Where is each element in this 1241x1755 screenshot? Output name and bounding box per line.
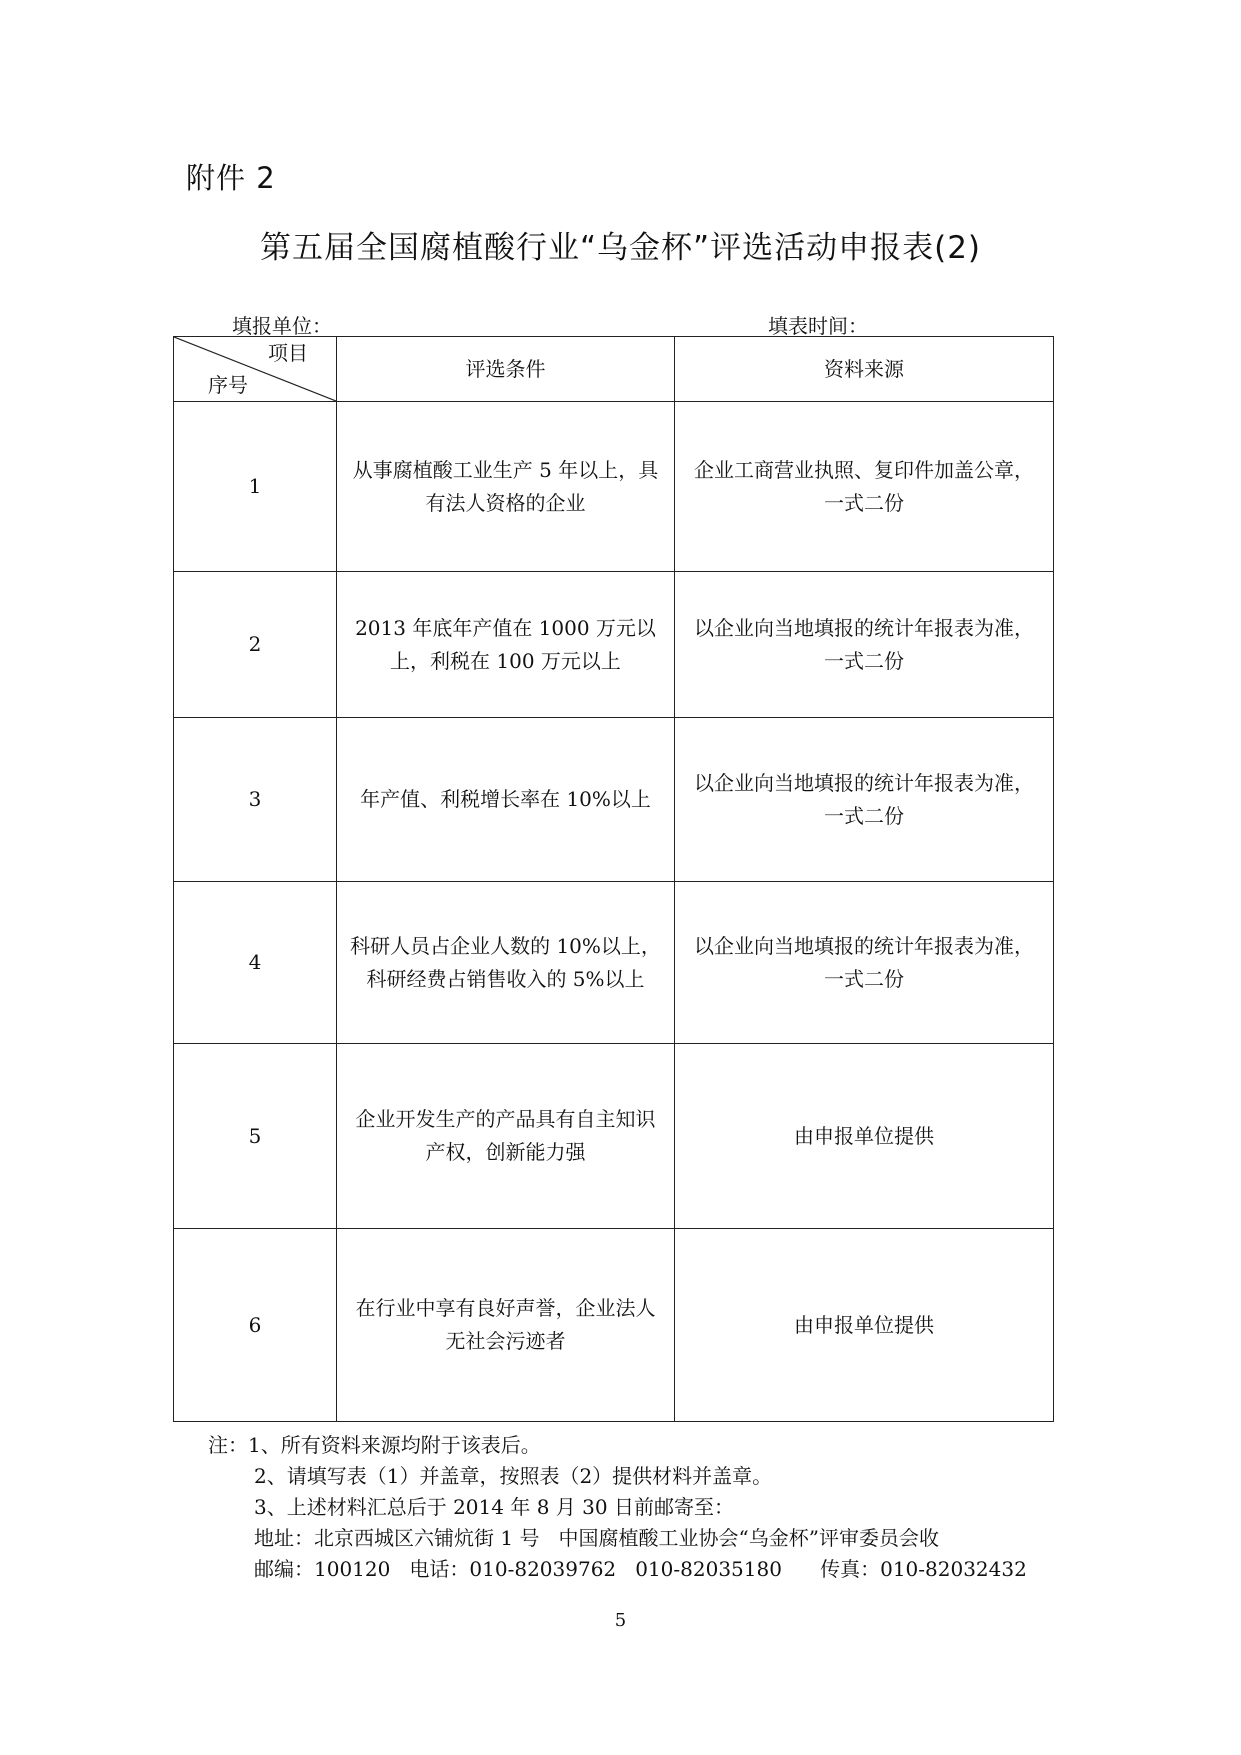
criteria-cell: 科研人员占企业人数的 10%以上，科研经费占销售收入的 5%以上 [337, 882, 675, 1044]
row-number: 1 [174, 402, 337, 572]
table-header-row [174, 337, 1054, 402]
source-cell: 企业工商营业执照、复印件加盖公章，一式二份 [675, 402, 1054, 572]
diagonal-line [174, 337, 336, 401]
row-number: 4 [174, 882, 337, 1044]
note-2: 2、请填写表（1）并盖章，按照表（2）提供材料并盖章。 [254, 1464, 773, 1488]
table-row [174, 1229, 1054, 1422]
row-number: 2 [174, 572, 337, 718]
criteria-cell: 从事腐植酸工业生产 5 年以上，具有法人资格的企业 [337, 402, 675, 572]
table-row [174, 402, 1054, 572]
criteria-cell: 年产值、利税增长率在 10%以上 [337, 718, 675, 882]
source-cell: 以企业向当地填报的统计年报表为准，一式二份 [675, 882, 1054, 1044]
row-number: 3 [174, 718, 337, 882]
row-number: 5 [174, 1044, 337, 1229]
notes-section [208, 1430, 1027, 1585]
note-1: 注：1、所有资料来源均附于该表后。 [208, 1433, 541, 1457]
table-row [174, 882, 1054, 1044]
source-cell: 由申报单位提供 [675, 1229, 1054, 1422]
application-table [173, 336, 1054, 1422]
criteria-column-header: 评选条件 [337, 337, 675, 402]
mailing-address: 地址：北京西城区六铺炕街 1 号 中国腐植酸工业协会“乌金杯”评审委员会收 [254, 1526, 939, 1550]
table-row [174, 1044, 1054, 1229]
fill-unit-label: 填报单位： [232, 314, 332, 338]
row-number: 6 [174, 1229, 337, 1422]
source-cell: 由申报单位提供 [675, 1044, 1054, 1229]
source-cell: 以企业向当地填报的统计年报表为准，一式二份 [675, 572, 1054, 718]
criteria-cell: 2013 年底年产值在 1000 万元以上，利税在 100 万元以上 [337, 572, 675, 718]
note-3: 3、上述材料汇总后于 2014 年 8 月 30 日前邮寄至： [254, 1495, 734, 1519]
source-cell: 以企业向当地填报的统计年报表为准，一式二份 [675, 718, 1054, 882]
contact-info: 邮编：100120 电话：010-82039762 010-82035180 传真：010-82032432 [254, 1557, 1027, 1581]
corner-column-label: 项目 [268, 341, 308, 365]
fill-time-label: 填表时间： [768, 314, 868, 338]
source-column-header: 资料来源 [675, 337, 1054, 402]
criteria-cell: 企业开发生产的产品具有自主知识产权，创新能力强 [337, 1044, 675, 1229]
criteria-cell: 在行业中享有良好声誉，企业法人无社会污迹者 [337, 1229, 675, 1422]
form-title: 第五届全国腐植酸行业“乌金杯”评选活动申报表(2) [259, 230, 982, 266]
diagonal-header-cell [174, 337, 337, 402]
corner-row-label: 序号 [208, 373, 248, 397]
page-number: 5 [614, 1610, 627, 1631]
table-row [174, 572, 1054, 718]
table-row [174, 718, 1054, 882]
attachment-label: 附件 2 [186, 161, 276, 195]
